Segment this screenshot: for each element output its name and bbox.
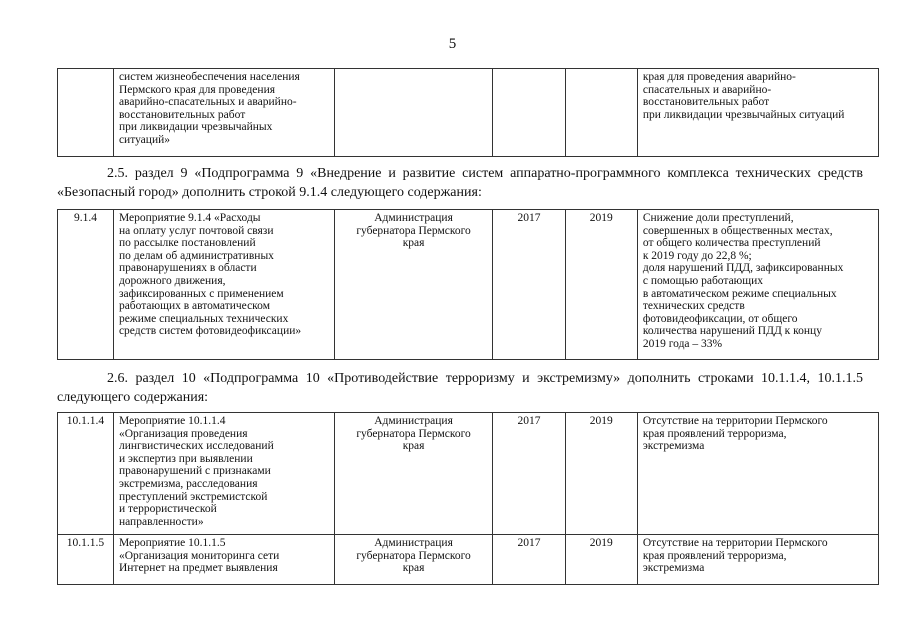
row-year-start-cell: [493, 69, 565, 157]
table-row: [58, 413, 879, 535]
row-description-cell: Мероприятие 10.1.1.4 «Организация проведения лингвистических исследований и экспертиз при выявлении правонарушений с признаками экстремизма, расследования преступлений экстремистской и террористической направленности»: [113, 413, 334, 535]
row-result-cell: Отсутствие на территории Пермского края проявлений терроризма, экстремизма: [637, 535, 878, 585]
row-description-cell: систем жизнеобеспечения населения Пермского края для проведения аварийно-спасательных и аварийно- восстановительных работ при ликвидации чрезвычайных ситуаций»: [113, 69, 334, 157]
row-number-cell: [58, 69, 114, 157]
row-year-start-cell: 2017: [493, 413, 565, 535]
paragraph-2-5: 2.5. раздел 9 «Подпрограмма 9 «Внедрение и развитие систем аппаратно-программного комплекса технических средств «Безопасный город» дополнить строкой 9.1.4 следующего содержания:: [57, 166, 863, 200]
row-number-cell: 10.1.1.5: [58, 535, 114, 585]
continuation-table: [57, 68, 879, 157]
row-result-cell: Отсутствие на территории Пермского края проявлений терроризма, экстремизма: [637, 413, 878, 535]
row-number-cell: 9.1.4: [58, 210, 114, 360]
row-executor-cell: Администрация губернатора Пермского края: [334, 210, 493, 360]
row-description-cell: Мероприятие 9.1.4 «Расходы на оплату услуг почтовой связи по рассылке постановлений по делам об административных правонарушениях в области дорожного движения, зафиксированных с применением работающих в автоматическом режиме специальных технических средств систем фотовидеофиксации»: [113, 210, 334, 360]
row-year-start-cell: 2017: [493, 535, 565, 585]
table-row: [58, 535, 879, 585]
row-number-cell: 10.1.1.4: [58, 413, 114, 535]
table-row: [58, 69, 879, 157]
subprogram-10-table: [57, 412, 879, 585]
row-year-end-cell: 2019: [565, 535, 637, 585]
row-description-cell: Мероприятие 10.1.1.5 «Организация мониторинга сети Интернет на предмет выявления: [113, 535, 334, 585]
row-result-cell: края для проведения аварийно- спасательных и аварийно- восстановительных работ при ликвидации чрезвычайных ситуаций: [637, 69, 878, 157]
paragraph-2-6: 2.6. раздел 10 «Подпрограмма 10 «Противодействие терроризму и экстремизму» дополнить строками 10.1.1.4, 10.1.1.5 следующего содержания:: [57, 371, 863, 405]
page-number: 5: [448, 36, 457, 52]
row-executor-cell: Администрация губернатора Пермского края: [334, 535, 493, 585]
table-row: [58, 210, 879, 360]
row-year-start-cell: 2017: [493, 210, 565, 360]
row-year-end-cell: [565, 69, 637, 157]
row-year-end-cell: 2019: [565, 210, 637, 360]
row-executor-cell: [334, 69, 493, 157]
row-year-end-cell: 2019: [565, 413, 637, 535]
subprogram-9-table: [57, 209, 879, 360]
row-executor-cell: Администрация губернатора Пермского края: [334, 413, 493, 535]
row-result-cell: Снижение доли преступлений, совершенных в общественных местах, от общего количества преступлений к 2019 году до 22,8 %; доля нарушений ПДД, зафиксированных с помощью работающих в автоматическом режиме специальных технических средств фотовидеофиксации, от общего количества нарушений ПДД к концу 2019 года – 33%: [637, 210, 878, 360]
